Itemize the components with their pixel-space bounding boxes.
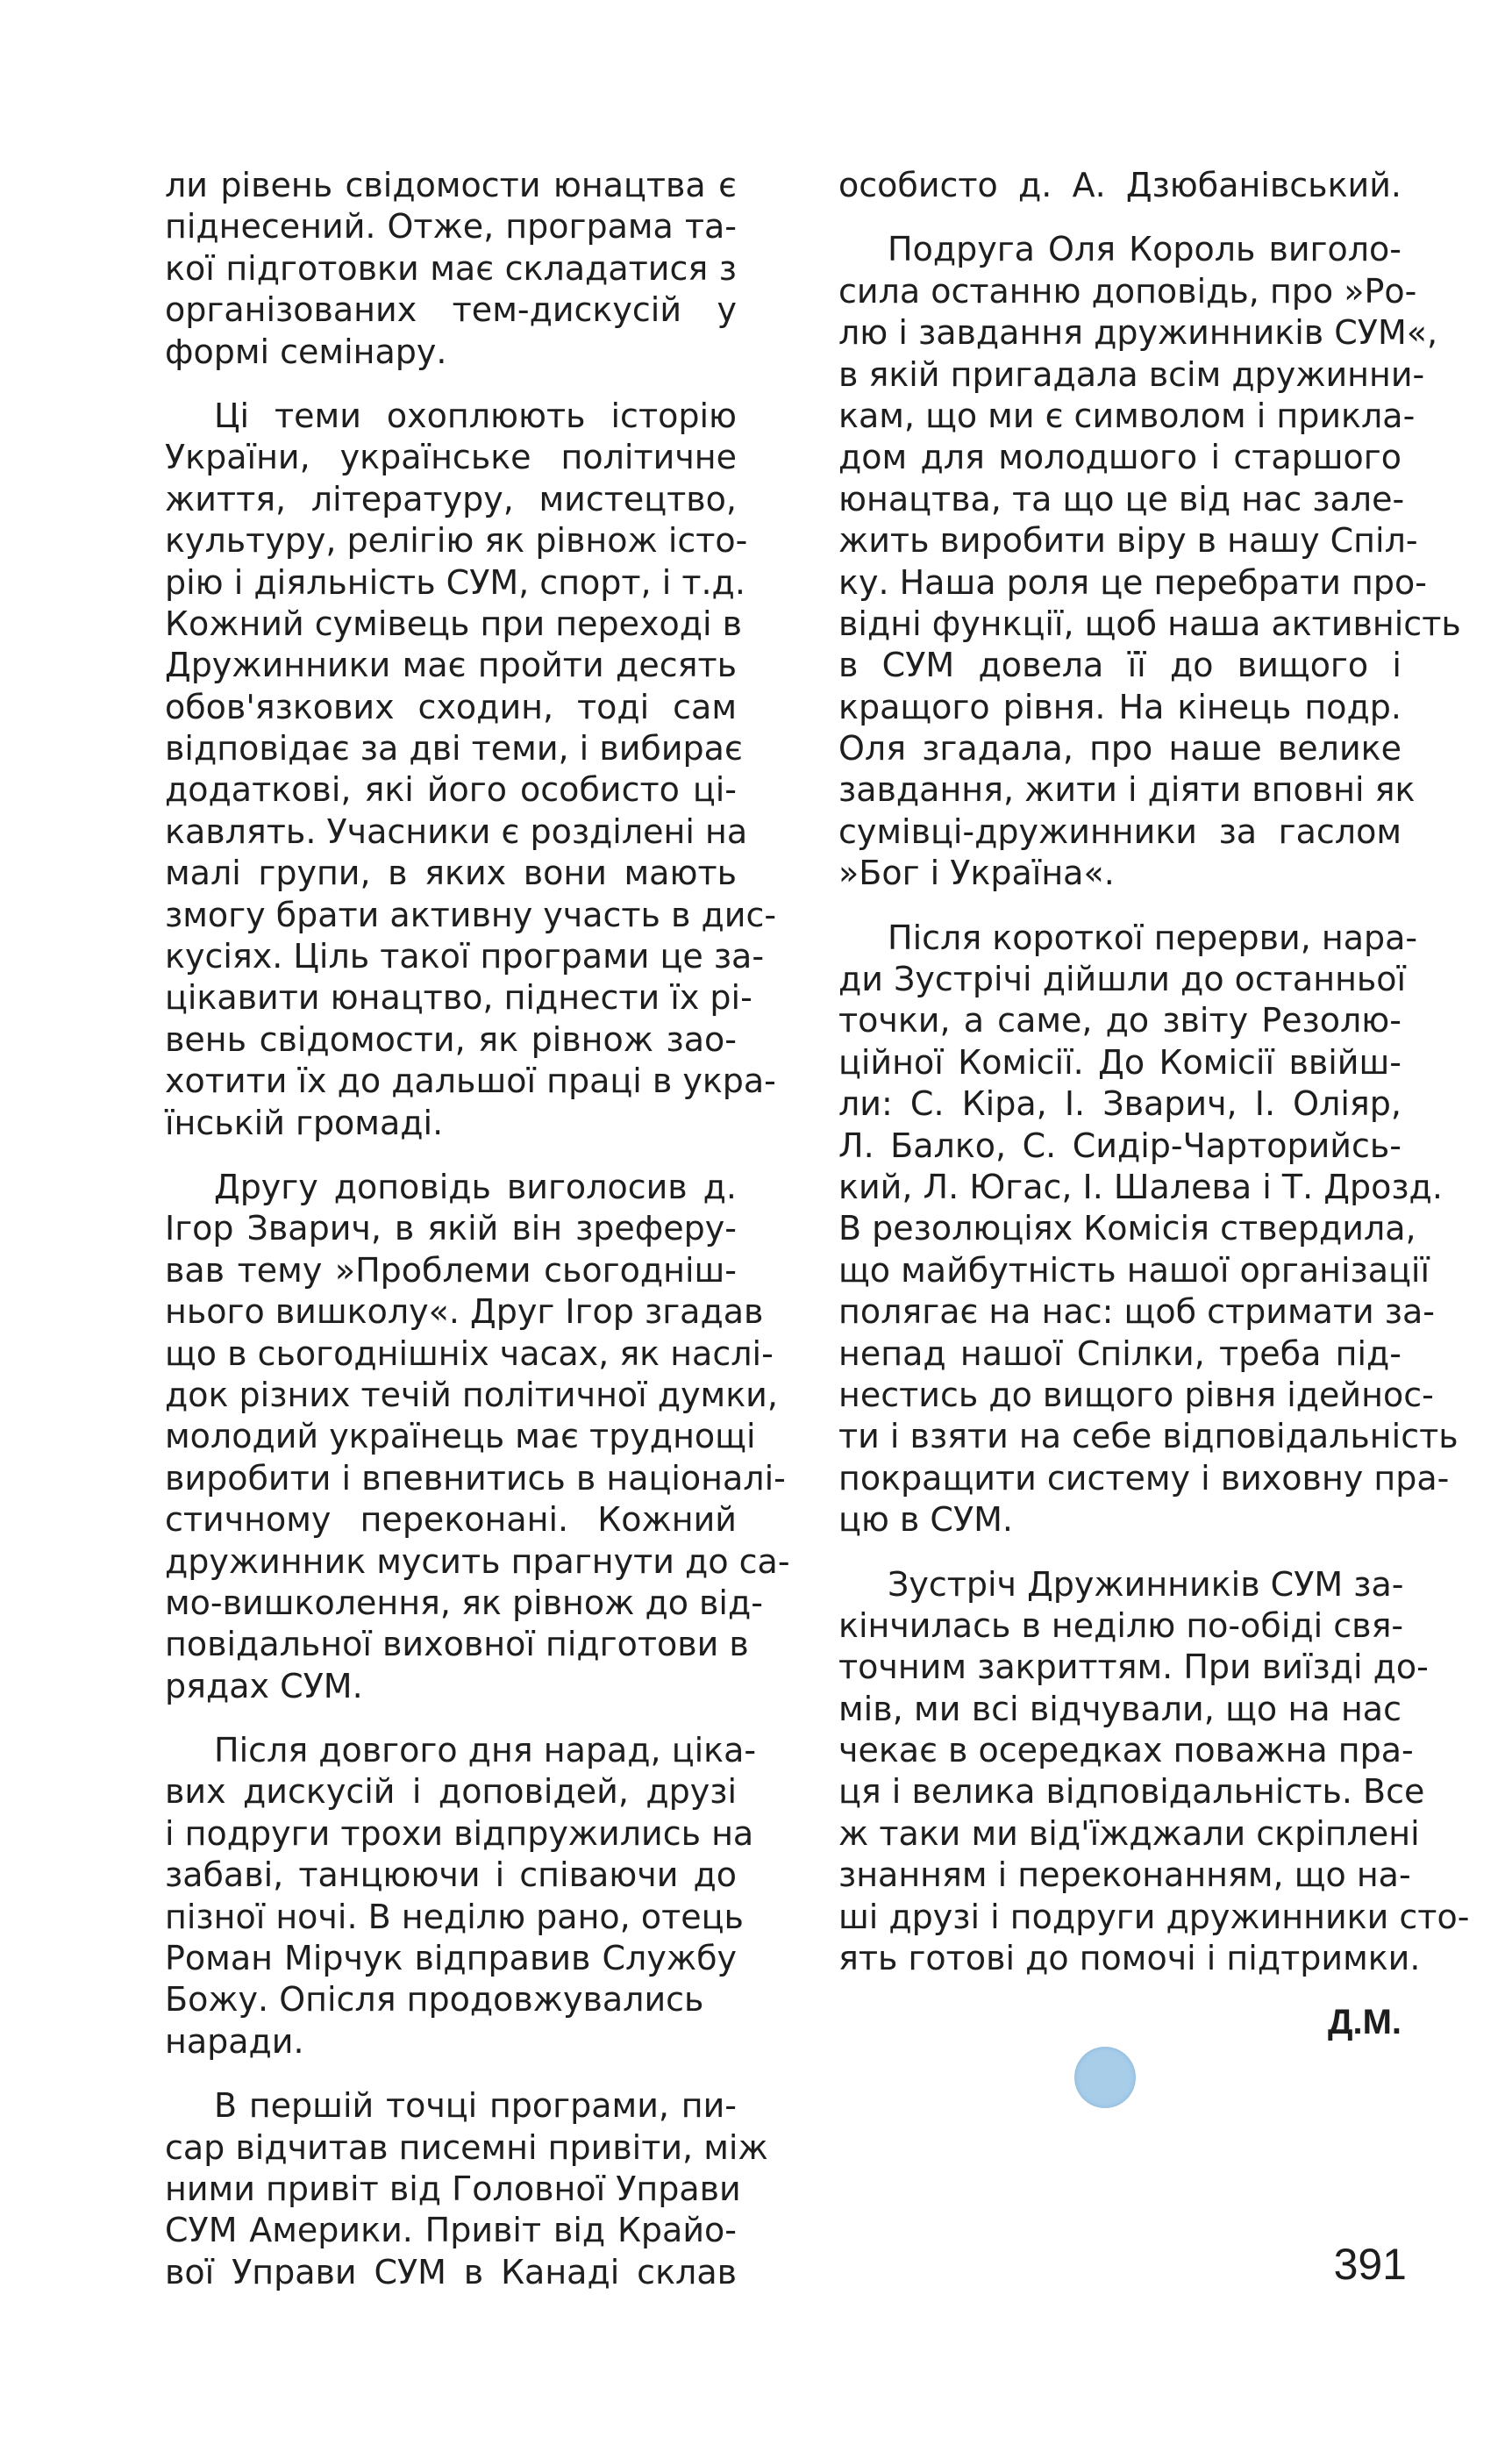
text-line: знанням і переконанням, що на- [838,1855,1411,1895]
text-line: Божу. Опісля продовжувались [165,1980,704,2020]
page-number: 391 [1333,2240,1407,2289]
text-line: ційної Комісії. До Комісії ввійш- [838,1042,1401,1082]
text-line: рядах СУМ. [165,1666,363,1705]
text-line: організованих тем-дискусій у [165,290,737,330]
text-line: кусіях. Ціль такої програми це за- [165,937,765,976]
text-line: формі семінару. [165,332,447,371]
text-line: Подруга Оля Король виголо- [888,230,1401,269]
text-line: в СУМ довела її до вищого і [838,646,1401,685]
text-line: в якій пригадала всім дружинни- [838,354,1425,394]
text-line: ж таки ми від'їжджали скріплені [838,1813,1420,1853]
text-line: змогу брати активну участь в дис- [165,895,777,934]
text-line: хотити їх до дальшої праці в укра- [165,1062,776,1101]
text-line: кінчилась в неділю по-обіді свя- [838,1605,1404,1645]
text-line: що в сьогоднішніх часах, як наслі- [165,1333,774,1373]
text-line: Оля згадала, про наше велике [838,729,1401,769]
text-line: ші друзі і подруги дружинники сто- [838,1897,1470,1936]
paragraph [165,2085,768,2293]
text-line: повідальної виховної підготови в [165,1625,749,1664]
right-column [838,165,1470,2044]
text-line: кий, Л. Югас, І. Шалева і Т. Дрозд. [838,1167,1443,1206]
text-line: точки, а саме, до звіту Резолю- [838,1001,1401,1040]
text-line: Після довгого дня нарад, ціка- [214,1731,757,1770]
paragraph [838,165,1401,206]
text-line: чекає в осередках поважна пра- [838,1731,1414,1770]
paragraph [165,1167,790,1707]
text-line: обов'язкових сходин, тоді сам [165,687,737,726]
text-line: ця і велика відповідальність. Все [838,1772,1425,1812]
text-line: вав тему »Проблеми сьогоднiш- [165,1250,737,1290]
text-line: Дружинники має пройти десять [165,646,737,685]
text-line: цю в СУМ. [838,1500,1013,1540]
text-line: Зустріч Дружинників СУМ за- [888,1564,1404,1604]
text-line: кам, що ми є символом і прикла- [838,396,1416,435]
text-line: ли: С. Кіра, І. Зварич, І. Оліяр, [838,1084,1401,1124]
text-line: кращого рівня. На кінець подр. [838,687,1401,726]
text-line: В першій точці програми, пи- [214,2086,737,2126]
text-line: вої Управи СУМ в Канаді склав [165,2252,737,2291]
text-line: Ці теми охоплюють історію [214,396,737,435]
text-line: ять готові до помочі і підтримки. [838,1939,1421,1978]
text-line: В резолюціях Комісія ствердила, [838,1209,1416,1248]
text-line: нестись до вищого рівня ідейнос- [838,1375,1434,1414]
paragraph [165,165,737,373]
text-line: дружинник мусить прагнути до са- [165,1541,790,1581]
text-line: точним закриттям. При виїзді до- [838,1648,1429,1687]
text-line: Після короткої перерви, нара- [888,918,1418,957]
text-line: життя, літературу, мистецтво, [165,479,737,518]
text-line: і подруги трохи відпружились на [165,1813,754,1853]
text-line: непад нашої Спілки, треба під- [838,1333,1401,1373]
text-line: Роман Мірчук відправив Службу [165,1939,737,1978]
text-line: особисто д. А. Дзюбанівський. [838,166,1401,204]
text-line: пізної ночі. В неділю рано, отець [165,1897,744,1936]
text-line: їнській громаді. [165,1103,444,1142]
text-line: сила останню доповідь, про »Ро- [838,271,1417,311]
text-line: ди Зустрічі дійшли до останньої [838,960,1407,999]
text-line: рію і діяльність СУМ, спорт, і т.д. [165,562,745,602]
text-line: вих дискусій і доповідей, друзі [165,1772,737,1812]
text-line: піднесений. Отже, програма та- [165,207,737,247]
text-line: ти і взяти на себе відповідальність [838,1417,1459,1456]
author-signature: Д.М. [1327,2003,1401,2042]
text-line: відні функції, щоб наша активність [838,604,1461,643]
text-line: молодий українець має труднощі [165,1417,756,1456]
text-line: мів, ми всі відчували, що на нас [838,1689,1401,1728]
text-line: Кожний сумівець при переході в [165,604,743,643]
blue-dot-mark [1074,2047,1136,2108]
text-line: ли рівень свідомости юнацтва є [165,166,737,204]
text-line: СУМ Америки. Привіт від Крайо- [165,2211,737,2250]
text-line: лю і завдання дружинників СУМ«, [838,313,1438,353]
text-line: Ігор Зварич, в якій він зреферу- [165,1209,737,1248]
text-line: »Бог і Україна«. [838,854,1115,893]
left-column [165,165,790,2316]
text-line: що майбутність нашої організації [838,1250,1430,1290]
text-line: покращити систему і виховну пра- [838,1458,1450,1498]
text-line: цікавити юнацтво, піднести їх рі- [165,978,752,1018]
text-line: кої підготовки має складатися з [165,248,737,288]
text-line: завдання, жити і діяти вповні як [838,770,1416,810]
text-line: ку. Наша роля це перебрати про- [838,562,1427,602]
text-line: полягає на нас: щоб стримати за- [838,1292,1436,1332]
text-line: культуру, релігію як рівнож істо- [165,521,748,561]
text-line: Л. Балко, С. Сидір-Чарторийсь- [838,1126,1401,1165]
text-line: малі групи, в яких вони мають [165,854,737,893]
text-line: України, українське політичне [165,438,737,477]
text-line: ними привіт від Головної Управи [165,2169,741,2208]
paragraph [838,1564,1470,1980]
text-line: вень свідомости, як рівнож зао- [165,1019,737,1059]
paragraph [165,396,777,1144]
text-line: кавлять. Учасники є розділені на [165,811,748,851]
text-line: відповідає за дві теми, і вибирає [165,729,743,769]
text-line: жить виробити віру в нашу Спіл- [838,521,1418,561]
text-line: мо-вишколення, як рівнож до від- [165,1583,763,1622]
text-line: виробити і впевнитись в націоналі- [165,1458,786,1498]
paragraph [165,1730,757,2063]
text-line: забаві, танцюючи і співаючи до [165,1855,737,1895]
text-line: додаткові, які його особисто ці- [165,770,737,810]
paragraph [838,918,1459,1541]
text-line: сумівці-дружинники за гаслом [838,811,1401,851]
text-line: сар відчитав писемні привіти, між [165,2127,768,2167]
text-line: стичному переконані. Кожний [165,1500,737,1540]
text-line: док різних течій політичної думки, [165,1375,778,1414]
paragraph [838,229,1461,894]
text-line: юнацтва, та що це від нас зале- [838,479,1405,518]
text-line: Другу доповідь виголосив д. [214,1167,737,1206]
text-line: нього вишколу«. Друг Ігор згадав [165,1292,764,1332]
text-line: дом для молодшого і старшого [838,438,1401,477]
text-line: наради. [165,2021,304,2061]
